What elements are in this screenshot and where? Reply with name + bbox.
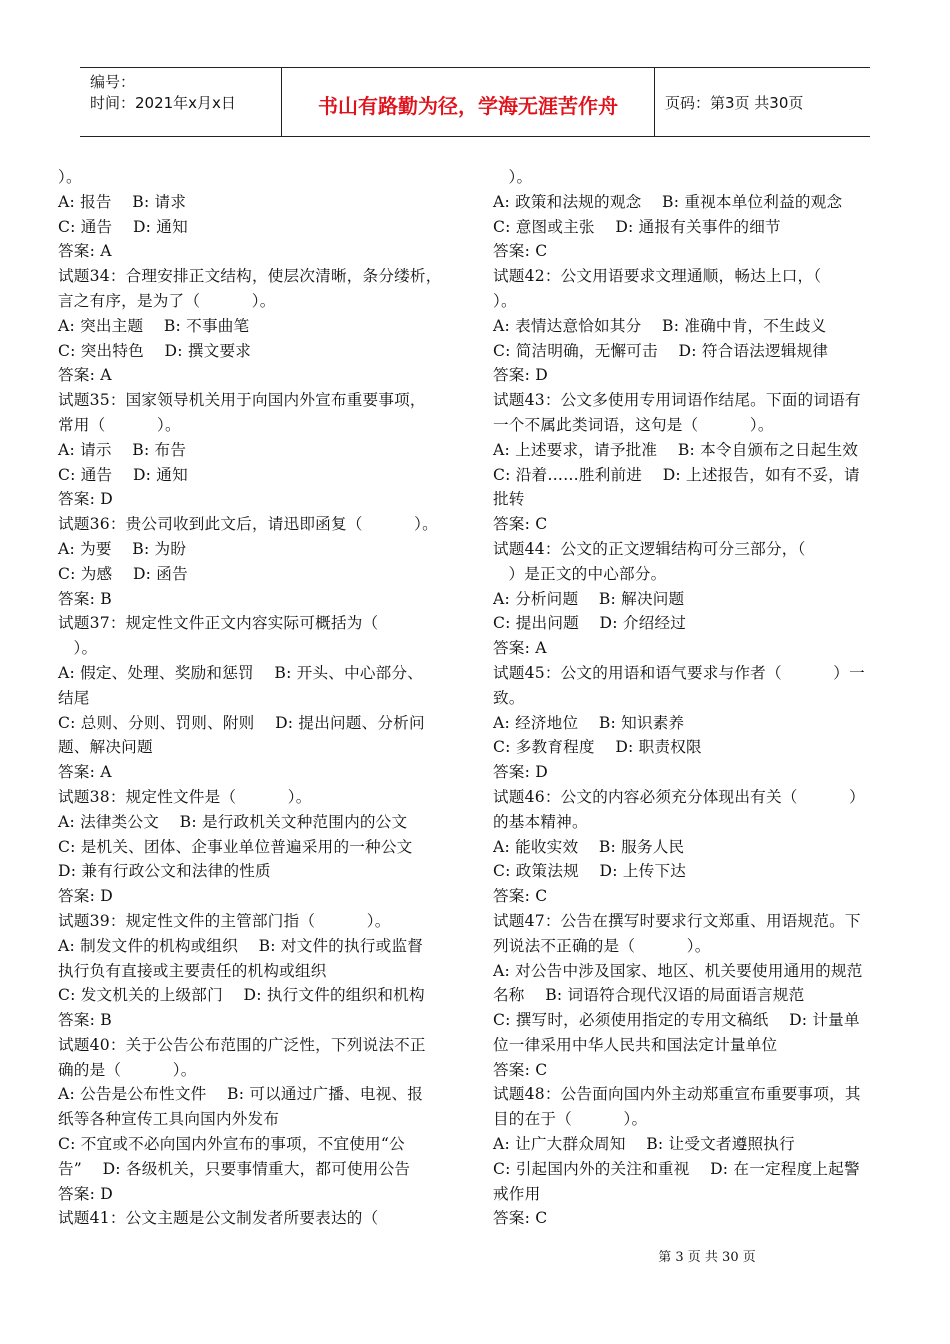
- text-line: C: 撰写时，必须使用指定的专用文稿纸 D: 计量单: [493, 1011, 860, 1030]
- text-line: 答案: C: [493, 242, 548, 261]
- text-line: A: 突出主题 B: 不事曲笔: [58, 316, 250, 335]
- text-line: A: 为要 B: 为盼: [58, 539, 187, 558]
- text-line: 常用（ ）。: [58, 415, 181, 434]
- text-line: A: 请示 B: 布告: [58, 440, 187, 459]
- text-line: 答案: A: [58, 242, 112, 261]
- text-line: 纸等各种宣传工具向国内外发布: [58, 1110, 280, 1129]
- text-line: ）。: [493, 168, 533, 186]
- text-line: ）是正文的中心部分。: [493, 564, 667, 583]
- text-line: 试题46：公文的内容必须充分体现出有关（ ）: [493, 787, 865, 806]
- text-line: 试题40：关于公告公布范围的广泛性，下列说法不正: [58, 1035, 426, 1054]
- text-line: 目的在于（ ）。: [493, 1110, 648, 1129]
- text-line: C: 多教育程度 D: 职责权限: [493, 738, 702, 757]
- text-line: 戒作用: [493, 1184, 541, 1203]
- text-line: A: 公告是公布性文件 B: 可以通过广播、电视、报: [58, 1085, 424, 1104]
- text-line: 答案: D: [493, 366, 548, 385]
- text-line: 结尾: [58, 688, 90, 707]
- text-line: A: 经济地位 B: 知识素养: [493, 713, 685, 732]
- text-line: 试题37：规定性文件正文内容实际可概括为（: [58, 614, 379, 633]
- text-line: 试题34：合理安排正文结构，使层次清晰，条分缕析，: [58, 267, 442, 286]
- text-line: C: 通告 D: 通知: [58, 465, 188, 484]
- text-line: 试题35：国家领导机关用于向国内外宣布重要事项，: [58, 391, 426, 410]
- footer-page-number: 第 3 页 共 30 页: [658, 1250, 756, 1265]
- text-line: C: 为感 D: 函告: [58, 564, 188, 583]
- text-line: 答案: A: [58, 366, 112, 385]
- text-line: ）。: [58, 168, 82, 186]
- text-line: C: 通告 D: 通知: [58, 217, 188, 236]
- text-line: C: 沿着……胜利前进 D: 上述报告，如有不妥，请: [493, 465, 860, 484]
- text-line: A: 法律类公文 B: 是行政机关文种范围内的公文: [58, 812, 408, 831]
- text-line: 答案: A: [58, 763, 112, 782]
- text-line: C: 引起国内外的关注和重视 D: 在一定程度上起警: [493, 1159, 860, 1178]
- text-line: 答案: D: [58, 1184, 113, 1203]
- text-line: A: 政策和法规的观念 B: 重视本单位利益的观念: [493, 192, 843, 211]
- text-line: ）。: [58, 639, 98, 658]
- text-line: 答案: D: [493, 763, 548, 782]
- text-line: A: 制发文件的机构或组织 B: 对文件的执行或监督: [58, 936, 424, 955]
- page-header: [80, 67, 870, 137]
- text-line: 试题42：公文用语要求文理通顺，畅达上口，（: [493, 267, 822, 286]
- document-time-label: 时间：2021年x月x日: [90, 94, 236, 112]
- right-column: [493, 165, 885, 1231]
- text-line: C: 不宜或不必向国内外宣布的事项，不宜使用“公: [58, 1135, 405, 1154]
- text-line: A: 能收实效 B: 服务人民: [493, 837, 685, 856]
- text-line: 试题45：公文的用语和语气要求与作者（ ）一: [493, 663, 865, 682]
- text-line: C: 政策法规 D: 上传下达: [493, 862, 687, 881]
- text-line: 答案: A: [493, 639, 547, 658]
- text-line: 题、解决问题: [58, 738, 153, 757]
- text-line: A: 分析问题 B: 解决问题: [493, 589, 685, 608]
- text-line: A: 让广大群众周知 B: 让受文者遵照执行: [493, 1135, 795, 1154]
- document-number-label: 编号：: [90, 73, 136, 91]
- text-line: 告” D: 各级机关，只要事情重大，都可使用公告: [58, 1159, 411, 1178]
- text-line: A: 假定、处理、奖励和惩罚 B: 开头、中心部分、: [58, 663, 424, 682]
- text-line: C: 发文机关的上级部门 D: 执行文件的组织和机构: [58, 986, 425, 1005]
- text-line: 试题41：公文主题是公文制发者所要表达的（: [58, 1209, 379, 1228]
- text-line: 列说法不正确的是（ ）。: [493, 936, 711, 955]
- text-line: 答案: D: [58, 887, 113, 906]
- text-line: 试题47：公告在撰写时要求行文郑重、用语规范。下: [493, 911, 861, 930]
- text-line: 言之有序，是为了（ ）。: [58, 291, 276, 310]
- text-line: A: 上述要求，请予批准 B: 本令自颁布之日起生效: [493, 440, 859, 459]
- text-line: 试题39：规定性文件的主管部门指（ ）。: [58, 911, 391, 930]
- text-line: 批转: [493, 490, 525, 509]
- header-page-info: 页码：第3页 共30页: [665, 93, 804, 112]
- text-line: 试题43：公文多使用专用词语作结尾。下面的词语有: [493, 391, 861, 410]
- text-line: C: 提出问题 D: 介绍经过: [493, 614, 687, 633]
- text-line: 试题36：贵公司收到此文后，请迅即函复（ ）。: [58, 515, 438, 534]
- text-line: D: 兼有行政公文和法律的性质: [58, 862, 271, 881]
- text-line: ）。: [493, 291, 517, 310]
- text-line: C: 突出特色 D: 撰文要求: [58, 341, 252, 360]
- text-line: 答案: B: [58, 589, 112, 608]
- text-line: C: 是机关、团体、企事业单位普遍采用的一种公文: [58, 837, 413, 856]
- text-line: 的基本精神。: [493, 812, 588, 831]
- text-line: C: 意图或主张 D: 通报有关事件的细节: [493, 217, 781, 236]
- text-line: 答案: B: [58, 1011, 112, 1030]
- header-meta: [80, 68, 282, 136]
- page-footer: [0, 1246, 950, 1265]
- text-line: 致。: [493, 688, 525, 707]
- text-line: 位一律采用中华人民共和国法定计量单位: [493, 1035, 778, 1054]
- text-line: A: 报告 B: 请求: [58, 192, 187, 211]
- text-line: 确的是（ ）。: [58, 1060, 197, 1079]
- text-line: 答案: C: [493, 515, 548, 534]
- text-line: 名称 B: 词语符合现代汉语的局面语言规范: [493, 986, 805, 1005]
- text-line: 答案: C: [493, 1209, 548, 1228]
- text-line: 答案: C: [493, 887, 548, 906]
- text-line: C: 总则、分则、罚则、附则 D: 提出问题、分析问: [58, 713, 425, 732]
- header-motto: 书山有路勤为径，学海无涯苦作舟: [282, 68, 655, 136]
- text-line: 试题38：规定性文件是（ ）。: [58, 787, 312, 806]
- text-line: C: 简洁明确，无懈可击 D: 符合语法逻辑规律: [493, 341, 829, 360]
- text-line: A: 表情达意恰如其分 B: 准确中肯，不生歧义: [493, 316, 827, 335]
- text-line: 答案: D: [58, 490, 113, 509]
- text-line: 执行负有直接或主要责任的机构或组织: [58, 961, 327, 980]
- left-column: [58, 165, 450, 1231]
- text-line: A: 对公告中涉及国家、地区、机关要使用通用的规范: [493, 961, 863, 980]
- text-line: 一个不属此类词语，这句是（ ）。: [493, 415, 774, 434]
- text-line: 试题44：公文的正文逻辑结构可分三部分，（: [493, 539, 806, 558]
- text-line: 答案: C: [493, 1060, 548, 1079]
- text-line: 试题48：公告面向国内外主动郑重宣布重要事项，其: [493, 1085, 861, 1104]
